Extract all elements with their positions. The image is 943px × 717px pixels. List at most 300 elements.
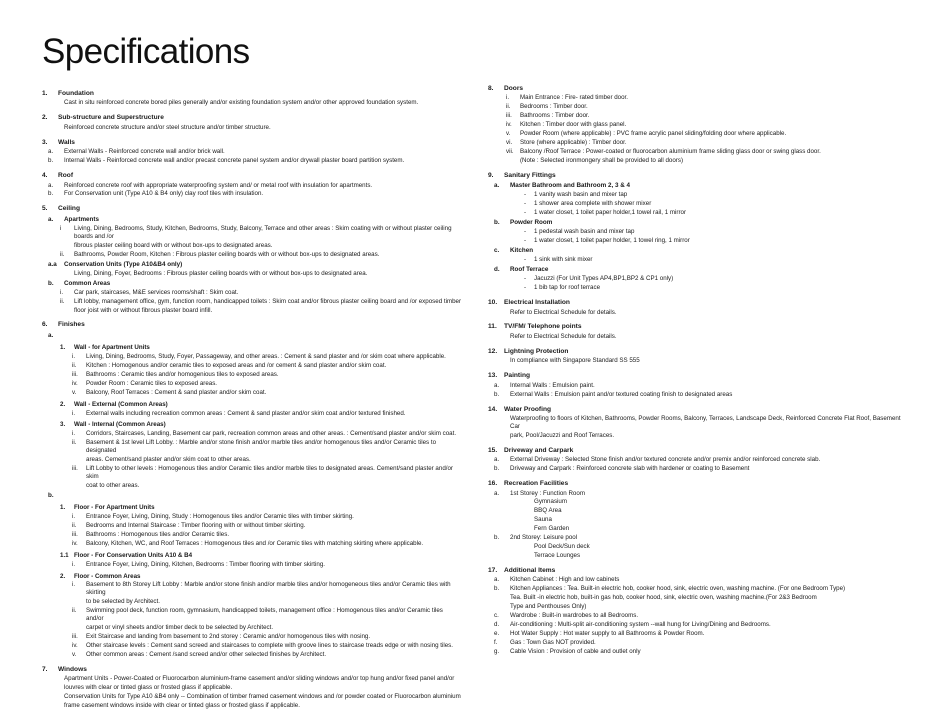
spec-line-marker: iii. (72, 633, 78, 641)
spec-line-marker: vii. (506, 148, 514, 156)
spec-line (42, 401, 462, 409)
spec-line (488, 456, 908, 464)
spec-line (488, 139, 908, 147)
spec-line (488, 299, 908, 307)
spec-line-marker: 15. (488, 446, 498, 454)
spec-line-text: Recreation Facilities (504, 480, 569, 488)
spec-line-text: Other common areas : Cement /sand screed and/or other selected finishes by Architect. (86, 650, 327, 658)
spec-line (42, 439, 462, 455)
spec-line (42, 205, 462, 213)
spec-line-text: For Conservation unit (Type A10 & B4 only) clay roof tiles with insulation. (64, 190, 264, 198)
spec-line (488, 357, 908, 365)
spec-line-marker: iv. (72, 379, 78, 387)
spec-line-marker: 7. (42, 665, 48, 673)
spec-line (42, 148, 462, 156)
spec-line (42, 421, 462, 429)
spec-line-text: louvres with clear or tinted glass or frosted glass if applicable. (64, 684, 233, 692)
spec-line (488, 333, 908, 341)
spec-line (42, 693, 462, 701)
spec-line (488, 200, 908, 208)
spec-line-marker: v. (72, 388, 77, 396)
spec-line-marker: a. (48, 215, 54, 223)
spec-line-marker: 6. (42, 321, 48, 329)
spec-line-marker: a. (494, 456, 500, 464)
spec-line (488, 94, 908, 102)
spec-line-text: Common Areas (64, 279, 111, 287)
spec-line-text: Apartment Units - Power-Coated or Fluorocarbon aluminium-frame casement and/or sliding windows and/or top hung and/or fixed panel and/or (64, 675, 455, 683)
spec-line (42, 702, 462, 710)
spec-line (42, 430, 462, 438)
spec-line (488, 121, 908, 129)
spec-line-text: Water Proofing (504, 405, 552, 413)
spec-line-marker: c. (494, 247, 500, 255)
spec-line (42, 504, 462, 512)
spec-line-text: 1 water closet, 1 toilet paper holder, 1 towel ring, 1 mirror (534, 237, 690, 245)
spec-line-text: Reinforced concrete roof with appropriate waterproofing system and/ or metal roof with insulation for apartments. (64, 181, 373, 189)
spec-line (488, 391, 908, 399)
spec-line-marker: v. (506, 130, 511, 138)
spec-line-marker: b. (48, 157, 54, 165)
spec-line-text: Terrace Lounges (534, 552, 581, 560)
spec-line-marker: 12. (488, 347, 498, 355)
spec-line (42, 321, 462, 329)
spec-line-marker: - (524, 191, 527, 199)
spec-line-marker: iv. (506, 121, 512, 129)
spec-line-text: Wall - for Apartment Units (74, 343, 150, 351)
spec-line-marker: ii. (72, 521, 77, 529)
spec-line-marker: - (524, 200, 527, 208)
spec-line (42, 651, 462, 659)
spec-line-text: 1 pedestal wash basin and mixer tap (534, 228, 635, 236)
spec-line (488, 182, 908, 190)
spec-line-marker: b. (494, 465, 500, 473)
spec-line-marker: a.a (48, 260, 57, 268)
spec-line (488, 507, 908, 515)
spec-line (488, 256, 908, 264)
spec-line (42, 513, 462, 521)
spec-line-text: Walls (58, 138, 75, 146)
spec-line-text: Kitchen (510, 247, 534, 255)
spec-line-text: Basement to 8th Storey Lift Lobby : Marble and/or stone finish and/or marble tiles and/or homogeneous tiles and/or Ceramic tiles with skirting (86, 581, 451, 597)
spec-line (42, 624, 462, 632)
spec-line (42, 675, 462, 683)
spec-line (42, 607, 462, 623)
spec-line (488, 621, 908, 629)
spec-line-marker: 9. (488, 171, 494, 179)
spec-line-marker: 4. (42, 172, 48, 180)
spec-line-marker: i. (506, 94, 510, 102)
spec-line-text: Bathrooms, Powder Room, Kitchen : Fibrous plaster ceiling boards with or without box-ups to designated areas. (74, 250, 380, 258)
spec-line (488, 516, 908, 524)
spec-line (42, 492, 462, 500)
spec-line-text: Master Bathroom and Bathroom 2, 3 & 4 (510, 182, 631, 190)
spec-line-text: Cast in situ reinforced concrete bored piles generally and/or existing foundation system and/or other approved foundation system. (64, 99, 419, 107)
spec-line-text: 2nd Storey: Leisure pool (510, 534, 578, 542)
spec-line-text: Doors (504, 85, 524, 92)
spec-line-marker: ii. (60, 250, 65, 258)
spec-line-marker: 17. (488, 567, 498, 574)
spec-line (488, 415, 908, 431)
spec-line-text: Basement & 1st level Lift Lobby. : Marble and/or stone finish and/or marble tiles and/or homogenous tiles and/or Ceramic tiles to designated (86, 439, 437, 455)
specifications-column-right (488, 83, 908, 656)
spec-line (488, 209, 908, 217)
spec-line (42, 371, 462, 379)
spec-line-text: Fern Garden (534, 525, 570, 533)
spec-line (488, 275, 908, 283)
spec-line (488, 266, 908, 274)
spec-line (42, 124, 462, 132)
spec-line-text: Balcony, Kitchen, WC, and Roof Terraces : Homogenous tiles and /or Ceramic tiles with matching skirting where applicable. (86, 539, 424, 547)
spec-line (42, 190, 462, 198)
spec-line-text: Lightning Protection (504, 347, 569, 355)
spec-line (42, 344, 462, 352)
spec-line (42, 362, 462, 370)
spec-line (42, 410, 462, 418)
spec-line-marker: 14. (488, 405, 498, 413)
spec-line (42, 114, 462, 122)
spec-line-text: Roof Terrace (510, 266, 549, 274)
spec-line-text: Wardrobe : Built-in wardrobes to all Bedrooms. (510, 612, 639, 620)
spec-line (488, 639, 908, 647)
spec-line-text: Gas : Town Gas NOT provided. (510, 639, 596, 646)
spec-line-marker: v. (72, 650, 77, 658)
spec-line (488, 594, 908, 602)
spec-line-marker: iv. (72, 539, 78, 547)
spec-line (42, 157, 462, 165)
spec-line-marker: a. (494, 381, 500, 389)
spec-line-text: Bathrooms : Timber door. (520, 112, 590, 120)
spec-line (488, 525, 908, 533)
spec-line (42, 380, 462, 388)
spec-line-text: Electrical Installation (504, 299, 570, 307)
spec-line-marker: - (524, 256, 527, 264)
spec-line (488, 247, 908, 255)
spec-line-marker: a. (494, 489, 500, 497)
spec-line-marker: a. (48, 331, 54, 339)
specifications-columns (42, 83, 903, 710)
spec-line-marker: ii. (72, 439, 77, 447)
spec-line-text: External walls including recreation common areas : Cement & sand plaster and/or skim coat and/or textured finished. (86, 409, 406, 417)
spec-line (42, 332, 462, 340)
spec-line-text: External Walls - Reinforced concrete wall and/or brick wall. (64, 148, 225, 156)
spec-line-text: Refer to Electrical Schedule for details. (510, 308, 617, 316)
spec-line-marker: 16. (488, 480, 498, 488)
spec-line-text: Internal Walls - Reinforced concrete wall and/or precast concrete panel system and/or drywall plaster board partition system. (64, 157, 405, 165)
spec-line-text: 1 shower area complete with shower mixer (534, 200, 652, 208)
spec-line-marker: - (524, 209, 527, 217)
spec-line-marker: 1. (60, 503, 66, 511)
spec-line (488, 130, 908, 138)
spec-line-text: Gymnasium (534, 498, 568, 506)
spec-line-text: Sauna (534, 516, 552, 524)
spec-line-marker: 2. (60, 572, 66, 580)
spec-line-marker: - (524, 284, 527, 292)
spec-line (42, 573, 462, 581)
spec-line (42, 531, 462, 539)
spec-line (488, 534, 908, 542)
spec-line-text: Other staircase levels : Cement sand screed and staircases to complete with groove lines to staircase treads edge or with nosing tiles. (86, 642, 453, 650)
spec-line-text: Bathrooms : Ceramic tiles and/or homogenious tiles to exposed areas. (86, 370, 279, 378)
spec-line-marker: 10. (488, 299, 498, 307)
spec-line (488, 648, 908, 656)
spec-line (42, 353, 462, 361)
spec-line-text: Balcony /Roof Terrace : Power-coated or fluorocarbon aluminium frame sliding glass door or swing glass door. (520, 148, 821, 156)
spec-line-text: 1st Storey : Function Room (510, 489, 585, 497)
spec-line-text: Wall - Internal (Common Areas) (74, 421, 166, 429)
spec-line (42, 633, 462, 641)
spec-line (42, 598, 462, 606)
spec-line-text: Bedrooms : Timber door. (520, 103, 588, 111)
spec-line (42, 289, 462, 297)
spec-line-text: Living, Dining, Bedrooms, Study, Foyer, Passageway, and other areas. : Cement & sand plaster and /or skim coat where applicable. (86, 352, 446, 360)
spec-line-marker: a. (494, 182, 500, 190)
spec-line (488, 552, 908, 560)
spec-line-text: Swimming pool deck, function room, gymnasium, handicapped toilets, management office : Homogenous tiles and/or Ceramic tiles and/or (86, 607, 443, 623)
spec-line-text: In compliance with Singapore Standard SS 555 (510, 357, 640, 365)
spec-line (488, 382, 908, 390)
spec-line-marker: 1.1 (60, 551, 69, 559)
spec-line-text: Entrance Foyer, Living, Dining, Kitchen, Bedrooms : Timber flooring with timber skirting. (86, 560, 326, 568)
spec-line-text: Kitchen Cabinet : High and low cabinets (510, 576, 620, 584)
spec-line (488, 148, 908, 156)
spec-line-marker: 1. (42, 90, 48, 97)
spec-line (42, 540, 462, 548)
spec-line (42, 581, 462, 597)
spec-line (42, 270, 462, 278)
spec-line-marker: vi. (506, 139, 513, 147)
spec-line-text: Additional Items (504, 567, 556, 574)
spec-line (488, 465, 908, 473)
specifications-column-left (42, 83, 462, 710)
spec-line (488, 237, 908, 245)
spec-line-text: 1 sink with sink mixer (534, 256, 593, 264)
spec-line (42, 456, 462, 464)
spec-line-text: External Driveway : Selected Stone finish and/or textured concrete and/or premix and/or reinforced concrete slab. (510, 456, 821, 464)
spec-line (488, 585, 908, 593)
spec-line-marker: - (524, 275, 527, 283)
spec-line-text: Foundation (58, 90, 94, 97)
spec-line-text: areas. Cement/sand plaster and/or skim coat to other areas. (86, 456, 251, 464)
spec-line-text: Living, Dining, Bedrooms, Study, Kitchen, Bedrooms, Study, Balcony, Terrace and other areas : Skim coating with or without plaster ceiling boards and /or (74, 224, 452, 240)
spec-line-text: Cable Vision : Provision of cable and outlet only (510, 647, 641, 655)
spec-line (488, 284, 908, 292)
spec-line-marker: 2. (42, 114, 48, 122)
spec-line (488, 567, 908, 575)
spec-line (42, 90, 462, 98)
spec-line-marker: 3. (60, 421, 66, 429)
spec-line (42, 389, 462, 397)
spec-line (488, 447, 908, 455)
spec-line-text: Corridors, Staircases, Landing, Basement car park, recreation common areas and other areas. : Cement/sand plaster and/or skim coat. (86, 430, 457, 438)
spec-line-marker: 13. (488, 372, 498, 380)
spec-line-text: fibrous plaster ceiling board with or without box-ups to designated areas. (74, 241, 273, 249)
spec-line-marker: ii. (506, 103, 511, 111)
spec-line-text: Refer to Electrical Schedule for details. (510, 332, 617, 340)
spec-line (488, 191, 908, 199)
spec-line-marker: i (60, 224, 62, 232)
spec-line-text: Painting (504, 372, 531, 380)
spec-line-text: Ceiling (58, 205, 80, 213)
spec-line (42, 242, 462, 250)
spec-line-text: Tea. Built -in electric hob, built-in gas hob, cooker hood, sink, electric oven, washing machine.(For 2&3 Bedroom (510, 594, 817, 602)
spec-line-marker: b. (48, 491, 54, 499)
spec-line (42, 307, 462, 315)
spec-line-marker: e. (494, 630, 500, 638)
spec-line-marker: d. (494, 621, 500, 629)
spec-line-marker: 8. (488, 85, 494, 92)
spec-line (488, 172, 908, 180)
spec-line-text: Kitchen Appliances : Tea. Built-in electric hob, cooker hood, sink, electric oven, washing machine. (For one Bedroom Type) (510, 585, 846, 593)
spec-line-text: Jacuzzi (For Unit Types AP4,BP1,BP2 & CP1 only) (534, 275, 674, 283)
spec-line-text: Driveway and Carpark : Reinforced concrete slab with hardener or coating to Basement (510, 465, 750, 473)
spec-line (488, 85, 908, 93)
spec-line-text: 1 bib tap for roof terrace (534, 284, 601, 292)
spec-line-text: Powder Room (where applicable) : PVC frame acrylic panel sliding/folding door where applicable. (520, 130, 787, 138)
spec-line (488, 432, 908, 440)
spec-line (488, 480, 908, 488)
spec-line-text: Pool Deck/Sun deck (534, 543, 590, 551)
spec-line-text: External Walls : Emulsion paint and/or textured coating finish to designated areas (510, 390, 733, 398)
spec-line-marker: ii. (60, 297, 65, 305)
spec-line (488, 112, 908, 120)
spec-line (42, 280, 462, 288)
spec-line-marker: - (524, 237, 527, 245)
spec-line (42, 465, 462, 481)
spec-line-marker: a. (48, 181, 54, 189)
spec-line-text: BBQ Area (534, 507, 562, 515)
spec-line (488, 228, 908, 236)
spec-line-marker: b. (494, 390, 500, 398)
spec-line-text: Internal Walls : Emulsion paint. (510, 381, 595, 389)
spec-line-text: Windows (58, 665, 87, 673)
spec-line (42, 561, 462, 569)
spec-line-text: Conservation Units for Type A10 &B4 only -- Combination of timber framed casement windows and /or powder coated or Fluorocarbon aluminium (64, 693, 461, 701)
spec-line-text: Floor - Common Areas (74, 572, 141, 580)
spec-line-text: park, Pool/Jacuzzi and Roof Terraces. (510, 431, 615, 439)
spec-line-text: Floor - For Apartment Units (74, 503, 155, 511)
spec-line-marker: i. (72, 512, 76, 520)
spec-line (488, 372, 908, 380)
spec-line-text: TV/FM/ Telephone points (504, 323, 582, 331)
spec-line-text: to be selected by Architect. (86, 598, 160, 606)
spec-line-marker: 3. (42, 138, 48, 146)
spec-line-marker: d. (494, 266, 500, 274)
spec-line-marker: b. (494, 585, 500, 593)
spec-line-text: Sanitary Fittings (504, 171, 556, 179)
spec-line-marker: ii. (72, 361, 77, 369)
spec-line-text: carpet or vinyl sheets and/or timber deck to be selected by Architect. (86, 624, 274, 632)
spec-line-text: Living, Dining, Foyer, Bedrooms : Fibrous plaster ceiling boards with or without box-ups to designated area. (74, 269, 368, 277)
spec-line-marker: g. (494, 647, 500, 655)
spec-line-text: Wall - External (Common Areas) (74, 400, 168, 408)
spec-line-text: 1 water closet, 1 toilet paper holder,1 towel rail, 1 mirror (534, 209, 687, 217)
spec-line-marker: ii. (72, 607, 77, 615)
spec-line-marker: i. (72, 352, 76, 360)
spec-line-text: Entrance Foyer, Living, Dining, Study : Homogenous tiles and/or Ceramic tiles with timber skirting. (86, 512, 354, 520)
spec-line (42, 99, 462, 107)
spec-line-text: coat to other areas. (86, 482, 140, 489)
spec-line-text: (Note : Selected ironmongery shall be provided to all doors) (520, 157, 684, 164)
spec-line (488, 630, 908, 638)
spec-line-marker: iii. (72, 530, 78, 538)
spec-line-text: Bathrooms : Homogenous tiles and/or Ceramic tiles. (86, 530, 230, 538)
spec-line (42, 216, 462, 224)
spec-line-text: 1 vanity wash basin and mixer tap (534, 191, 628, 199)
spec-line-text: Type and Penthouses Only) (510, 603, 587, 611)
spec-line-marker: b. (48, 190, 54, 198)
spec-line (42, 482, 462, 490)
spec-line-text: Air-conditioning : Multi-split air-conditioning system --wall hung for Living/Dining and Bedrooms. (510, 621, 771, 629)
spec-line (42, 172, 462, 180)
spec-line (488, 323, 908, 331)
spec-line (488, 348, 908, 356)
spec-line (488, 543, 908, 551)
spec-line (488, 406, 908, 414)
spec-line (488, 498, 908, 506)
spec-line-text: Powder Room (510, 219, 553, 227)
spec-line (42, 261, 462, 269)
spec-line-marker: i. (72, 560, 76, 568)
spec-line-marker: a. (494, 576, 500, 584)
spec-line-text: Kitchen : Homogenous and/or ceramic tiles to exposed areas and /or cement & sand plaster and/or skim coat. (86, 361, 387, 369)
spec-line-text: Sub-structure and Superstructure (58, 114, 164, 122)
spec-line-text: Floor - For Conservation Units A10 & B4 (74, 551, 193, 559)
spec-line-marker: 1. (60, 343, 66, 351)
spec-line-text: Waterproofing to floors of Kitchen, Bathrooms, Powder Rooms, Balcony, Terraces, Landscape Deck, Reinforced Concrete Flat Roof, Basement Car (510, 414, 901, 430)
spec-line (488, 103, 908, 111)
spec-line-text: Finishes (58, 321, 85, 329)
spec-line-marker: i. (72, 581, 76, 589)
spec-line-marker: f. (494, 639, 498, 646)
spec-line-text: Lift Lobby to other levels : Homogenous tiles and/or Ceramic tiles and/or marble tiles to designated areas. Cement/sand plaster and/or skim (86, 465, 453, 481)
spec-line (488, 309, 908, 317)
spec-line (42, 684, 462, 692)
spec-line-text: Apartments (64, 215, 99, 223)
spec-line-marker: i. (72, 430, 76, 438)
spec-line-text: Bedrooms and Internal Staircase : Timber flooring with or without timber skirting. (86, 521, 306, 529)
spec-line-marker: 2. (60, 400, 66, 408)
spec-line-marker: i. (60, 288, 64, 296)
spec-line-marker: a. (48, 148, 54, 156)
spec-line-marker: - (524, 228, 527, 236)
spec-line-text: Powder Room : Ceramic tiles to exposed areas. (86, 379, 218, 387)
spec-line (488, 612, 908, 620)
spec-line (42, 666, 462, 674)
spec-line-text: frame casement windows inside with clear or tinted glass or frosted glass if applicable. (64, 702, 300, 710)
spec-line-text: Balcony, Roof Terraces : Cement & sand plaster and/or skim coat. (86, 388, 267, 396)
spec-line (488, 576, 908, 584)
spec-line-marker: 11. (488, 323, 497, 331)
spec-line-text: Lift lobby, management office, gym, function room, handicapped toilets : Skim coat and/or fibrous plaster ceiling board and /or exposed timber (74, 297, 462, 305)
spec-line-marker: b. (494, 219, 500, 227)
page-title: Specifications (42, 32, 250, 71)
spec-line-text: Store (where applicable) : Timber door. (520, 139, 627, 147)
spec-line (42, 522, 462, 530)
spec-line-text: Exit Staircase and landing from basement to 2nd storey : Ceramic and/or homogenous tiles with nosing. (86, 633, 371, 641)
spec-line-text: floor joist with or without fibrous plaster board infill. (74, 306, 213, 314)
spec-line-text: Kitchen : Timber door with glass panel. (520, 121, 627, 129)
spec-line-marker: b. (494, 534, 500, 542)
spec-line (42, 642, 462, 650)
spec-line-text: Driveway and Carpark (504, 446, 574, 454)
spec-line-marker: iii. (72, 465, 78, 473)
spec-line-text: Hot Water Supply : Hot water supply to all Bathrooms & Powder Room. (510, 630, 705, 638)
spec-line-marker: iii. (72, 370, 78, 378)
spec-line (42, 182, 462, 190)
spec-line-text: Roof (58, 172, 74, 180)
spec-line (42, 298, 462, 306)
spec-line (42, 251, 462, 259)
